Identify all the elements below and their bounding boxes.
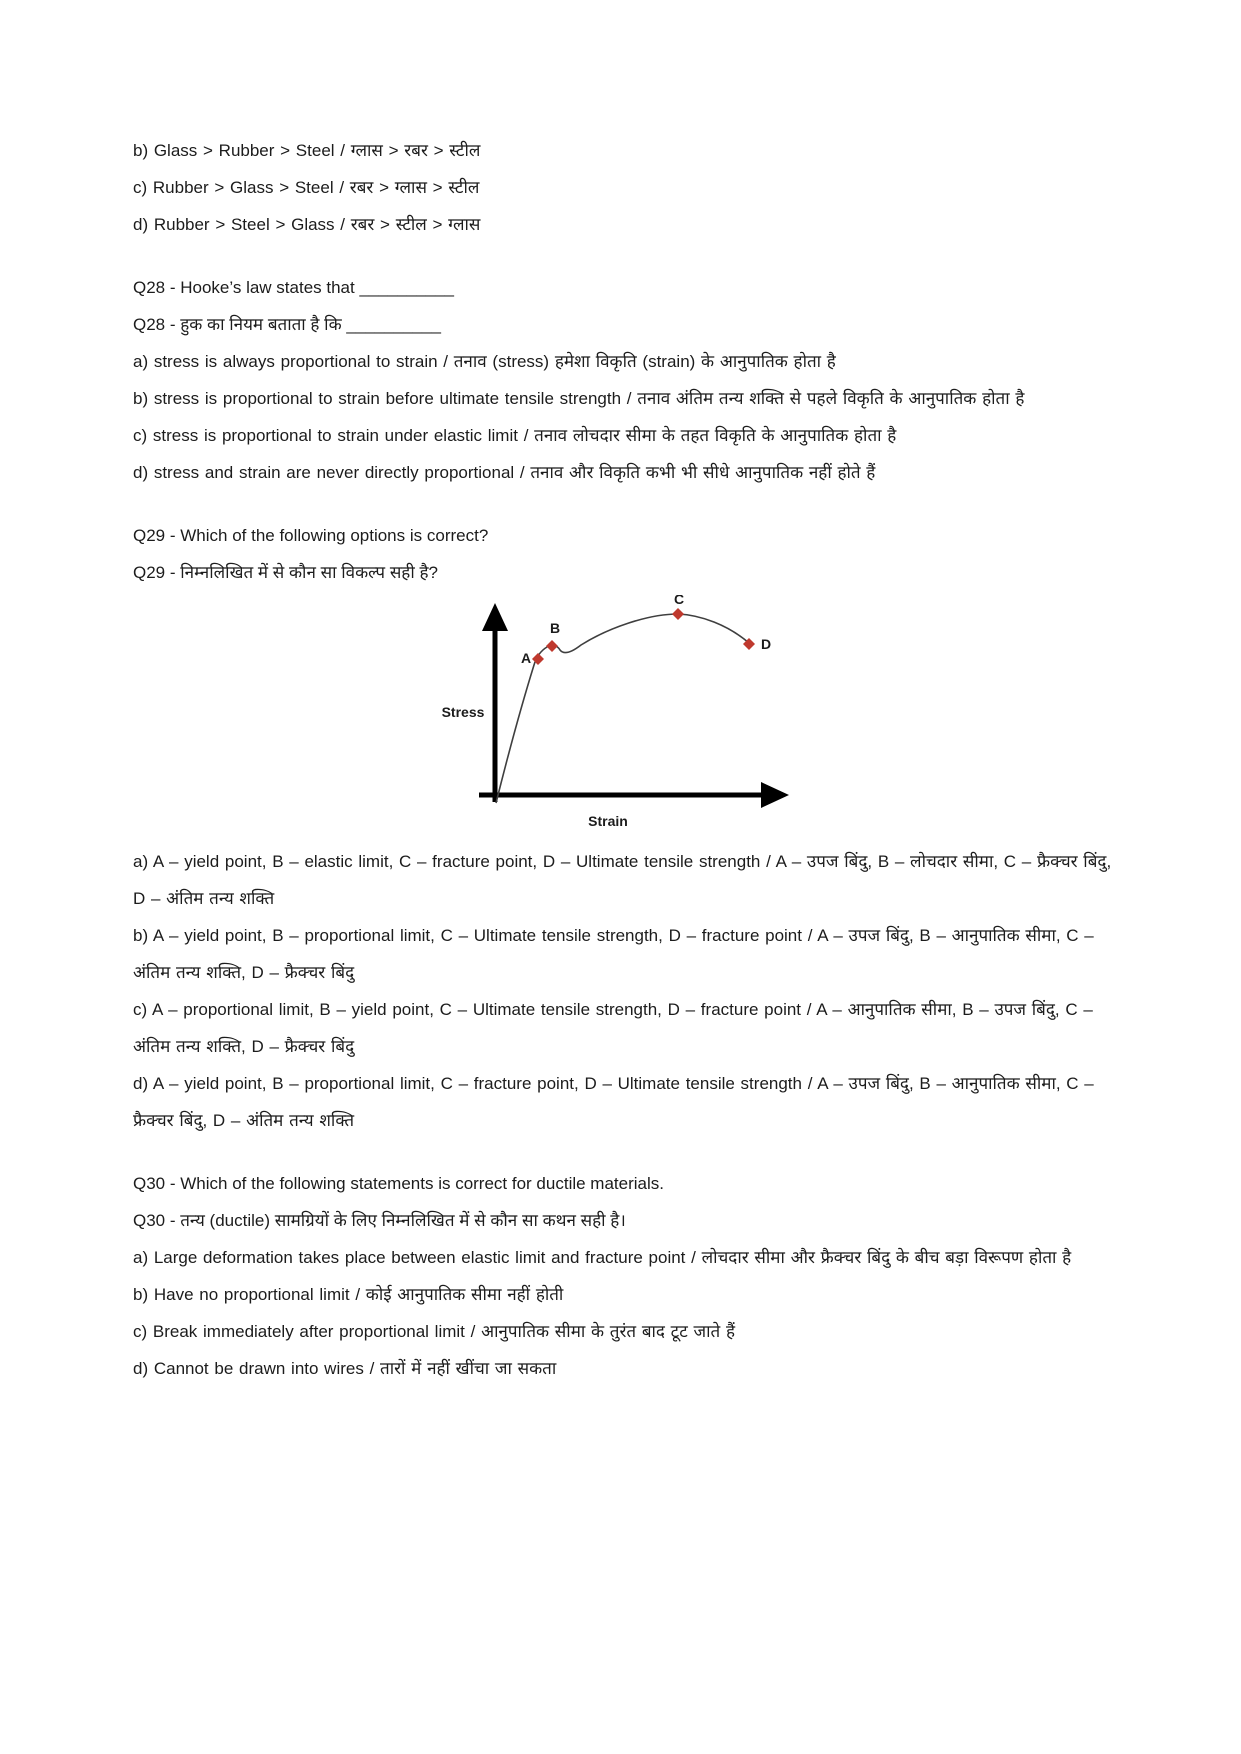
option-line: d) stress and strain are never directly proportional / तनाव और विकृति कभी भी सीधे आनुपातिक नहीं होते हैं (133, 463, 876, 482)
option-line: c) Break immediately after proportional limit / आनुपातिक सीमा के तुरंत बाद टूट जाते हैं (133, 1322, 736, 1341)
option-line: d) A – yield point, B – proportional limit, C – fracture point, D – Ultimate tensile strength / A – उपज बिंदु, B – आनुपातिक सीमा, C – फ्रैक्चर बिंदु, D – अंतिम तन्य शक्ति (133, 1074, 1094, 1130)
option-line: d) Rubber > Steel > Glass / रबर > स्टील > ग्लास (133, 215, 481, 234)
marker-C-icon (672, 608, 684, 620)
option-line: a) Large deformation takes place between elastic limit and fracture point / लोचदार सीमा और फ्रैक्चर बिंदु के बीच बड़ा विरूपण होता है (133, 1248, 1072, 1267)
option-line: b) Have no proportional limit / कोई आनुपातिक सीमा नहीं होती (133, 1285, 564, 1304)
point-label-c: C (674, 595, 685, 607)
question-28 (133, 269, 1113, 491)
option-line: b) Glass > Rubber > Steel / ग्लास > रबर > स्टील (133, 141, 481, 160)
y-axis-label: Stress (441, 704, 485, 720)
y-axis-arrow-icon (482, 603, 508, 631)
option-line: a) A – yield point, B – elastic limit, C – fracture point, D – Ultimate tensile strength / A – उपज बिंदु, B – लोचदार सीमा, C – फ्रैक्चर बिंदु, D – अंतिम तन्य शक्ति (133, 852, 1112, 908)
option-line: d) Cannot be drawn into wires / तारों में नहीं खींचा जा सकता (133, 1359, 557, 1378)
point-label-a: A (521, 650, 532, 666)
marker-B-icon (546, 640, 558, 652)
spacer (133, 491, 1113, 517)
question-title-hi: Q29 - निम्नलिखित में से कौन सा विकल्प सही है? (133, 563, 438, 582)
question-29 (133, 517, 1113, 1139)
stress-strain-curve (496, 614, 749, 803)
stress-strain-curve-svg (433, 595, 813, 835)
x-axis-label: Strain (588, 813, 628, 829)
option-line: c) Rubber > Glass > Steel / रबर > ग्लास > स्टील (133, 178, 480, 197)
question-title-hi: Q30 - तन्य (ductile) सामग्रियों के लिए निम्नलिखित में से कौन सा कथन सही है। (133, 1211, 626, 1230)
point-label-d: D (761, 636, 772, 652)
stress-strain-figure (433, 595, 813, 835)
option-line: b) A – yield point, B – proportional limit, C – Ultimate tensile strength, D – fracture point / A – उपज बिंदु, B – आनुपातिक सीमा, C – अंतिम तन्य शक्ति, D – फ्रैक्चर बिंदु (133, 926, 1094, 982)
option-line: b) stress is proportional to strain before ultimate tensile strength / तनाव अंतिम तन्य शक्ति से पहले विकृति के आनुपातिक होता है (133, 389, 1025, 408)
question-title-en: Q30 - Which of the following statements is correct for ductile materials. (133, 1174, 664, 1193)
question-27-options (133, 132, 1113, 243)
question-30 (133, 1165, 1113, 1387)
question-title-en: Q29 - Which of the following options is correct? (133, 526, 489, 545)
question-title-hi: Q28 - हुक का नियम बताता है कि __________ (133, 315, 441, 334)
option-line: c) stress is proportional to strain under elastic limit / तनाव लोचदार सीमा के तहत विकृति के आनुपातिक होता है (133, 426, 897, 445)
option-line: c) A – proportional limit, B – yield point, C – Ultimate tensile strength, D – fracture point / A – आनुपातिक सीमा, B – उपज बिंदु, C – अंतिम तन्य शक्ति, D – फ्रैक्चर बिंदु (133, 1000, 1093, 1056)
spacer (133, 1139, 1113, 1165)
spacer (133, 243, 1113, 269)
option-line: a) stress is always proportional to strain / तनाव (stress) हमेशा विकृति (strain) के आनुपातिक होता है (133, 352, 836, 371)
question-title-en: Q28 - Hooke’s law states that __________ (133, 278, 455, 297)
x-axis-arrow-icon (761, 782, 789, 808)
point-label-b: B (550, 620, 561, 636)
